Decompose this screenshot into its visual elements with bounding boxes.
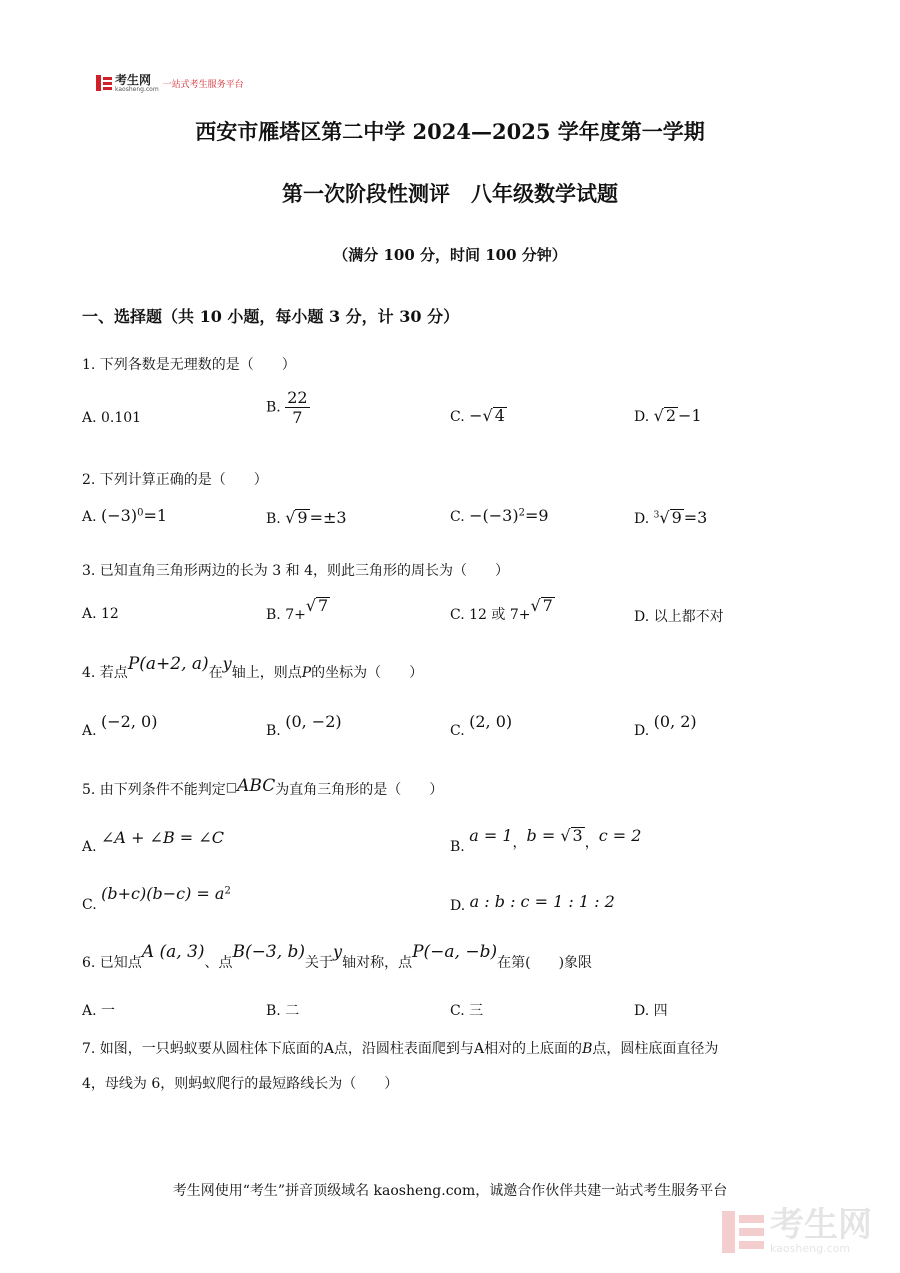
q3-option-d: D. 以上都不对 xyxy=(634,609,724,625)
question-1-stem: 1. 下列各数是无理数的是（ ） xyxy=(82,357,296,373)
exam-note: （满分 100 分，时间 100 分钟） xyxy=(333,246,567,264)
q6-option-d: D. 四 xyxy=(634,1003,668,1019)
header-logo xyxy=(96,74,244,92)
q4-option-a: A. (−2, 0) xyxy=(82,712,158,739)
watermark-text: 考生网 xyxy=(770,1205,872,1245)
kaosheng-logo-icon xyxy=(96,75,112,91)
question-2-stem: 2. 下列计算正确的是（ ） xyxy=(82,472,268,488)
q2-option-c: C. $-(-3)^2=9$ xyxy=(450,506,549,525)
fraction: $\frac{22}{7}$ xyxy=(287,388,308,427)
q3-option-b: B. 7+√ 7 xyxy=(266,596,329,623)
q5-option-d: D. a : b : c = 1 : 1 : 2 xyxy=(450,892,615,914)
question-6-stem: 6. 已知点A (a, 3)、点B(−3, b)关于y轴对称，点P(−a, −b)在第( )象限 xyxy=(82,942,593,971)
q1-option-d: D. √ 2 −1 xyxy=(634,406,702,425)
watermark-domain: kaosheng.com xyxy=(770,1242,851,1255)
question-7-line1: 7. 如图，一只蚂蚁要从圆柱体下底面的A点，沿圆柱表面爬到与A相对的上底面的B点，圆柱底面直径为 xyxy=(82,1041,719,1057)
q6-option-a: A. 一 xyxy=(82,1003,116,1019)
q1-option-b: B. $\frac{22}{7}$ xyxy=(266,388,308,427)
question-4-stem: 4. 若点P(a+2, a)在y轴上，则点P的坐标为（ ） xyxy=(82,654,424,681)
q6-option-c: C. 三 xyxy=(450,1003,484,1019)
brand-domain: kaosheng.com xyxy=(115,85,159,93)
q6-option-b: B. 二 xyxy=(266,1003,300,1019)
question-7-line2: 4，母线为 6，则蚂蚁爬行的最短路线长为（ ） xyxy=(82,1076,399,1092)
question-5-stem: 5. 由下列条件不能判定□ABC为直角三角形的是（ ） xyxy=(82,776,444,798)
q4-option-b: B. (0, −2) xyxy=(266,712,342,739)
watermark-logo-icon xyxy=(722,1211,764,1253)
q5-option-a: A. ∠A + ∠B = ∠C xyxy=(82,828,224,855)
q4-option-c: C. (2, 0) xyxy=(450,712,513,739)
brand-name: 考生网 xyxy=(115,72,152,87)
q5-option-c: C. $(b+c)(b-c) = a^2$ xyxy=(82,884,231,913)
footer-text: 考生网使用“考生”拼音顶级域名 kaosheng.com，诚邀合作伙伴共建一站式考生服务平台 xyxy=(172,1183,728,1199)
q2-option-b: B. √ 9 =±3 xyxy=(266,508,347,527)
brand-slogan: 一站式考生服务平台 xyxy=(162,79,244,90)
q4-option-d: D. (0, 2) xyxy=(634,712,697,739)
question-3-stem: 3. 已知直角三角形两边的长为 3 和 4，则此三角形的周长为（ ） xyxy=(82,563,509,579)
exam-title-line2: 第一次阶段性测评 八年级数学试题 xyxy=(282,181,618,206)
q2-option-d: D. $^3$√ 9 =3 xyxy=(634,508,708,527)
section-heading: 一、选择题（共 10 小题，每小题 3 分，计 30 分） xyxy=(82,307,460,326)
q2-option-a: A. $(-3)^0=1$ xyxy=(82,506,168,525)
q3-option-a: A. 12 xyxy=(82,606,119,622)
q1-option-c: C. −√ 4 xyxy=(450,406,505,425)
exam-title-line1: 西安市雁塔区第二中学 2024—2025 学年度第一学期 xyxy=(195,119,705,144)
q5-option-b: B. a = 1，b = √ 3 ，c = 2 xyxy=(450,826,642,855)
q1-option-a: A. 0.101 xyxy=(82,410,142,426)
q3-option-c: C. 12 或 7+√ 7 xyxy=(450,596,553,623)
watermark xyxy=(722,1205,872,1255)
